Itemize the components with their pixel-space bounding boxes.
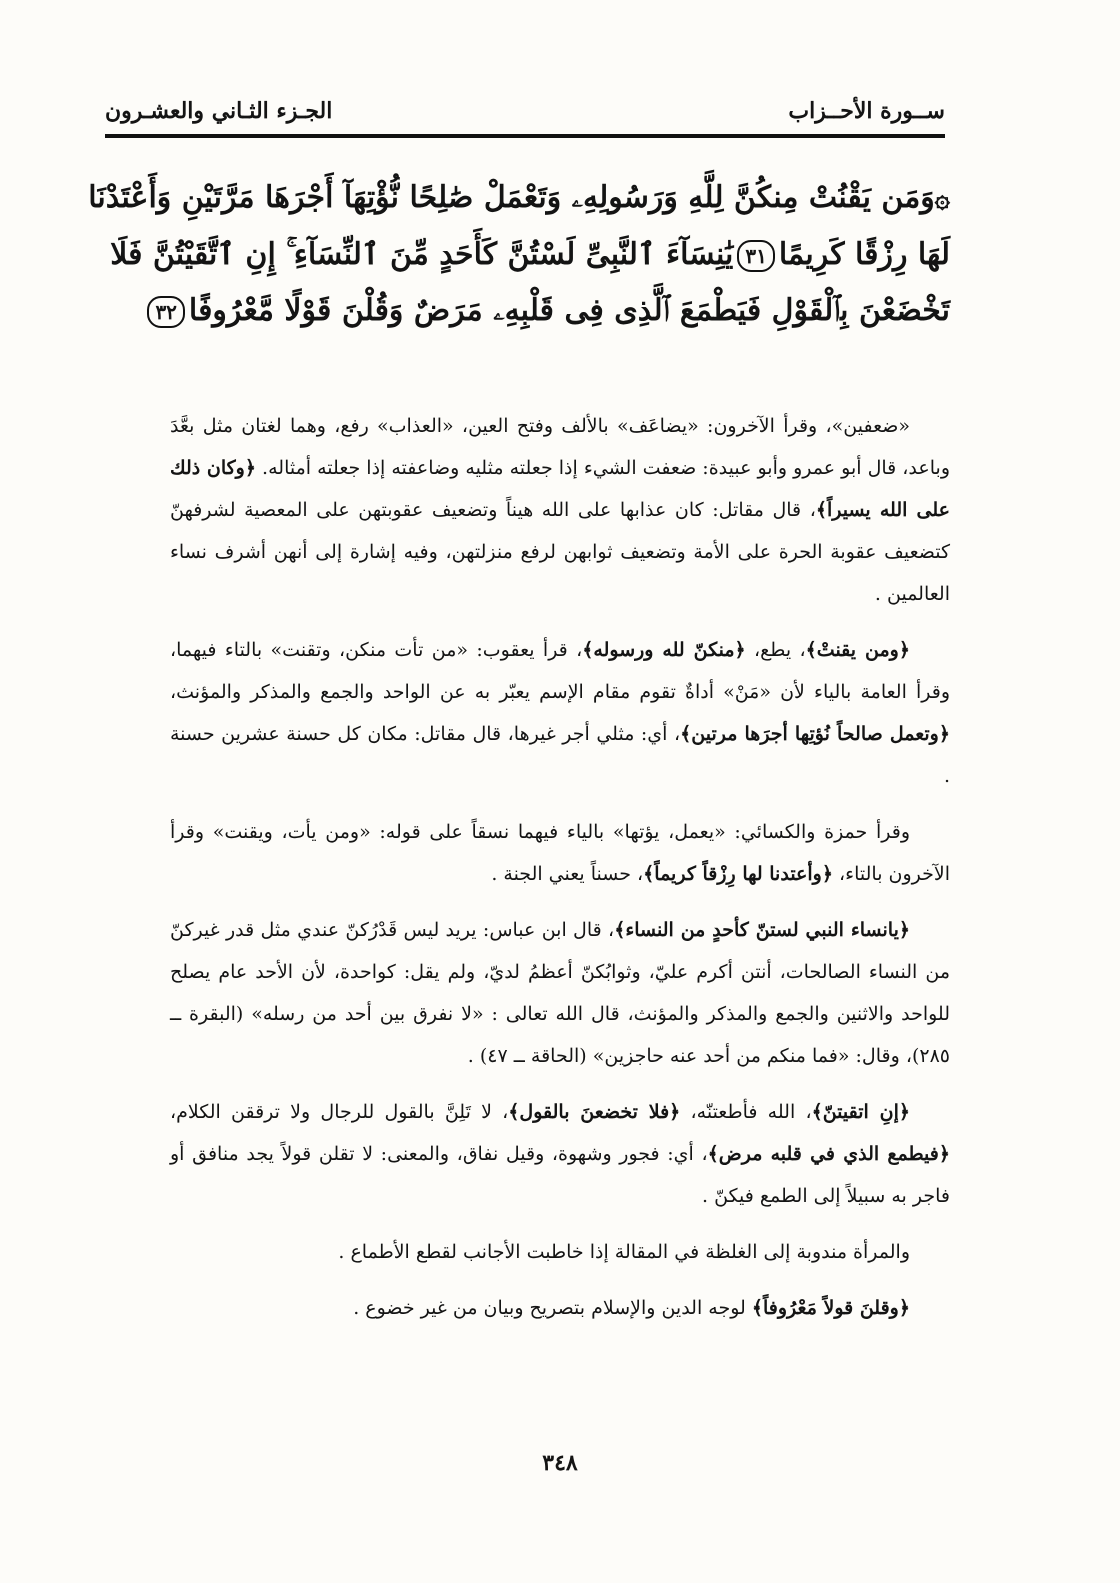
rub-el-hizb-icon: ۞ [934,184,950,214]
paragraph-4 [170,909,950,1077]
paragraph-2 [170,629,950,797]
quote: ﴿يانساء النبي لستنّ كأحدٍ من النساء﴾ [614,919,910,941]
text: ، أي: فجور وشهوة، وقيل نفاق، والمعنى: لا تقلن قولاً يجد منافق أو فاجر به سبيلاً إلى الطمع فيكنّ . [170,1143,950,1207]
quote: ﴿منكنّ لله ورسوله﴾ [582,639,746,661]
text: ، قرأ يعقوب: «من تأت منكن، وتقنت» بالتاء فيهما، وقرأ العامة بالياء لأن «مَنْ» أداةٌ تقوم مقام الإسم يعبّر به عن الواحد والجمع والمذكر والمؤنث، [170,639,950,703]
text: ، قال مقاتل: كان عذابها على الله هيناً وتضعيف عقوبتهن على المعصية لشرفهنّ كتضعيف عقوبة الحرة على الأمة وتضعيف ثوابهن لرفع منزلتهن، وفيه إشارة إلى أنهن أشرف نساء العالمين . [170,499,950,605]
quran-verses [88,170,950,339]
text: ، لا تَلِنَّ بالقول للرجال ولا ترققن الكلام، [170,1101,509,1123]
quote: ﴿فيطمع الذي في قلبه مرض﴾ [707,1143,950,1165]
paragraph-6: والمرأة مندوبة إلى الغلظة في المقالة إذا خاطبت الأجانب لقطع الأطماع . [338,1241,910,1263]
verse-text: لَهَا رِزْقًا كَرِيمًا [778,237,950,272]
quote: ﴿وكان ذلك على الله يسيراً﴾ [170,457,950,521]
paragraph-1 [170,405,950,615]
verse-text: يَٰنِسَآءَ ٱلنَّبِىِّ لَسْتُنَّ كَأَحَدٍ مِّنَ ٱلنِّسَآءِ ۚ إِنِ ٱتَّقَيْتُنَّ فَلَا [110,237,734,272]
quote: ﴿وأعتدنا لها رِزْقاً كريماً﴾ [643,863,833,885]
text: ، أي: مثلي أجر غيرها، قال مقاتل: مكان كل حسنة عشرين حسنة . [170,723,950,787]
quote: ﴿وتعمل صالحاً نُؤتِها أجرَها مرتين﴾ [680,723,950,745]
verse-line-3 [155,283,950,339]
quote: ﴿إنِ اتقيتنّ﴾ [811,1101,910,1123]
quote: ﴿فلا تخضعنَ بالقول﴾ [508,1101,681,1123]
verse-line-1 [88,170,950,227]
verse-text: تَخْضَعْنَ بِٱلْقَوْلِ فَيَطْمَعَ ٱلَّذِى فِى قَلْبِهِۦ مَرَضٌ وَقُلْنَ قَوْلًا مَّعْرُوفًا [188,293,950,328]
verse-line-2 [110,227,950,283]
text: ، الله فأطعتنّه، [680,1101,812,1123]
commentary [170,405,950,1343]
paragraph-3 [170,811,950,895]
text: ، حسناً يعني الجنة . [491,863,644,885]
ayah-number-31: ٣١ [737,240,774,272]
text: لوجه الدين والإسلام بتصريح وبيان من غير خضوع . [353,1297,752,1319]
page-number: ٣٤٨ [542,1450,578,1476]
surah-title: ســورة الأحــزاب [788,98,945,124]
paragraph-5 [170,1091,950,1217]
text: ، قال ابن عباس: يريد ليس قَدْرُكنّ عندي مثل قدر غيركنّ من النساء الصالحات، أنتن أكرم عليّ، وثوابُكنّ أعظمُ لديّ، ولم يقل: كواحدة، لأن الأحد عام يصلح للواحد والاثنين والجمع والمذكر والمؤنث، قال الله تعالى : «لا نفرق بين أحد من رسله» (البقرة ــ ٢٨٥)، وقال: «فما منكم من أحد عنه حاجزين» (الحاقة ــ ٤٧) . [170,919,950,1067]
text: «ضعفين»، وقرأ الآخرون: «يضاعَف» بالألف وفتح العين، «العذاب» رفع، وهما لغتان مثل بعَّدَ وباعد، قال أبو عمرو وأبو عبيدة: ضعفت الشيء إذا جعلته مثليه وضاعفته إذا جعلته أمثاله. [170,415,950,479]
text: وقرأ حمزة والكسائي: «يعمل، يؤتها» بالياء فيهما نسقاً على قوله: «ومن يأت، ويقنت» وقرأ الآخرون بالتاء، [170,821,950,885]
quote: ﴿وقلنَ قولاً مَعْرُوفاً﴾ [751,1297,910,1319]
part-title: الجـزء الثـاني والعشـرون [105,98,333,124]
ayah-number-32: ٣٢ [147,296,184,328]
running-header [105,88,945,138]
text: ، يطع، [745,639,806,661]
paragraph-7 [170,1287,950,1329]
verse-text: وَمَن يَقْنُتْ مِنكُنَّ لِلَّهِ وَرَسُولِهِۦ وَتَعْمَلْ صَٰلِحًا نُّؤْتِهَآ أَجْرَهَا مَرَّتَيْنِ وَأَعْتَدْنَا [88,180,935,215]
quote: ﴿ومن يقنتْ﴾ [805,639,910,661]
